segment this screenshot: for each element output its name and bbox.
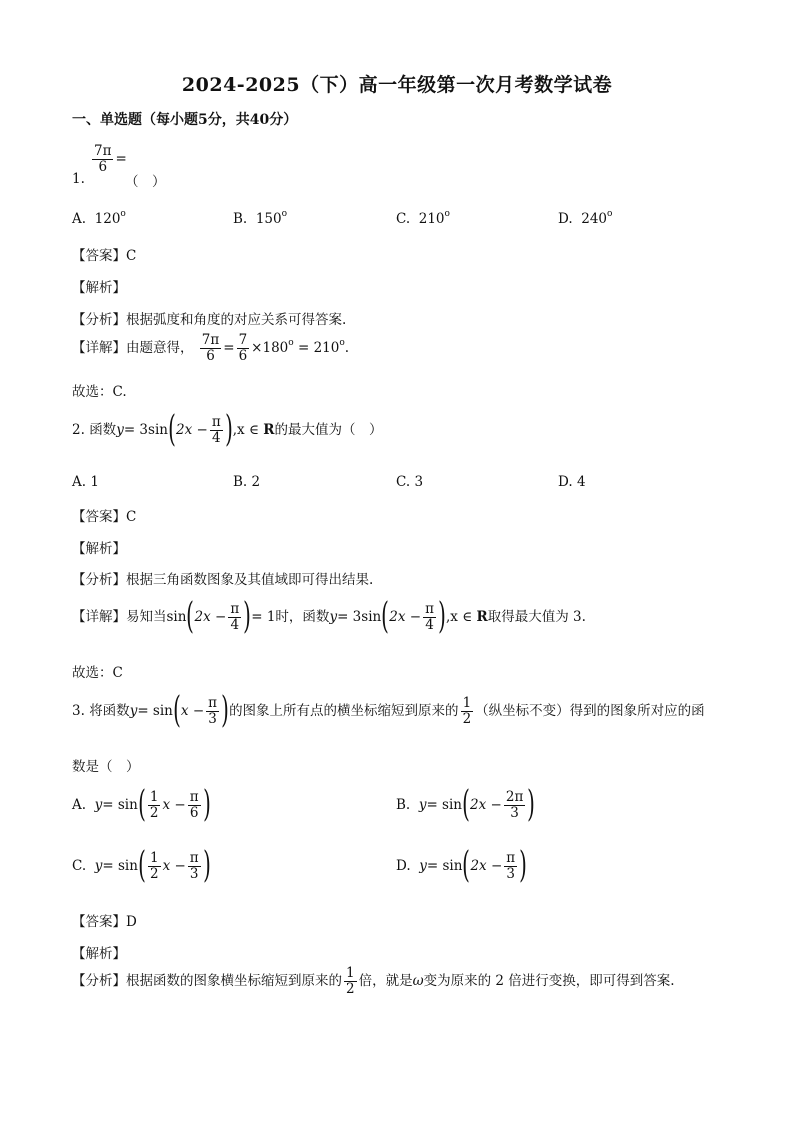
q1-blank: （ ） (125, 174, 166, 190)
q1-analysis-label: 【解析】 (72, 280, 126, 296)
q3-option-d: D. y= sin(2x − $\frac{\pi}{3}$ ) (396, 845, 528, 887)
page-title: 2024-2025（下）高一年级第一次月考数学试卷 (181, 74, 613, 96)
q2-option-b: B. 2 (233, 474, 261, 490)
q2-analysis-label: 【解析】 (72, 541, 126, 557)
q1-option-c: C. 210$^o$ (396, 209, 450, 227)
q1-number: 1. (72, 171, 85, 187)
q1-fraction: $\frac{7\pi}{6}$ = (94, 143, 127, 175)
q1-answer: 【答案】C (72, 248, 137, 264)
q2-answer: 【答案】C (72, 509, 137, 525)
q3-stem-line2: 数是（ ） (72, 759, 140, 775)
q2-option-a: A. 1 (72, 474, 99, 490)
q2-choice: 故选：C (72, 665, 123, 681)
q1-choice: 故选：C. (72, 384, 127, 400)
q3-option-a: A. y= sin( $\frac{1}{2}$ x − $\frac{\pi}{6}$ ) (72, 784, 211, 826)
q1-option-b: B. 150$^o$ (233, 209, 288, 227)
q2-fenxi: 【分析】根据三角函数图象及其值域即可得出结果. (72, 572, 374, 588)
q2-option-d: D. 4 (558, 474, 586, 490)
q3-fenxi: 【分析】根据函数的图象横坐标缩短到原来的 $\frac{1}{2}$ 倍，就是ω变为原来的 2 倍进行变换，即可得到答案. (72, 965, 675, 997)
q2-option-c: C. 3 (396, 474, 424, 490)
q3-option-b: B. y= sin(2x − $\frac{2\pi}{3}$ ) (396, 784, 536, 826)
q1-option-a: A. 120$^o$ (72, 209, 126, 227)
q2-stem: 2. 函数y= 3sin(2x − $\frac{\pi}{4}$ ),x ∈ R的最大值为（ ） (72, 409, 383, 451)
q1-fenxi: 【分析】根据弧度和角度的对应关系可得答案. (72, 312, 347, 328)
q3-stem: 3. 将函数y= sin(x − $\frac{\pi}{3}$ )的图象上所有点的横坐标缩短到原来的 $\frac{1}{2}$ （纵坐标不变）得到的图象所对应的函 (72, 690, 705, 732)
q1-option-d: D. 240$^o$ (558, 209, 613, 227)
q3-answer: 【答案】D (72, 914, 137, 930)
q1-xiangjie: 【详解】由题意得， $\frac{7\pi}{6}$ = $\frac{7}{6}$ $\times 180^o = 210^o$. (72, 332, 350, 364)
section-heading: 一、单选题（每小题5分，共40分） (72, 112, 298, 128)
q3-option-c: C. y= sin( $\frac{1}{2}$ x − $\frac{\pi}{3}$ ) (72, 845, 211, 887)
q3-analysis-label: 【解析】 (72, 946, 126, 962)
q2-xiangjie: 【详解】易知当sin(2x − $\frac{\pi}{4}$ )= 1时，函数y= 3sin(2x − $\frac{\pi}{4}$ ),x ∈ R取得最大值为 3. (72, 596, 586, 638)
